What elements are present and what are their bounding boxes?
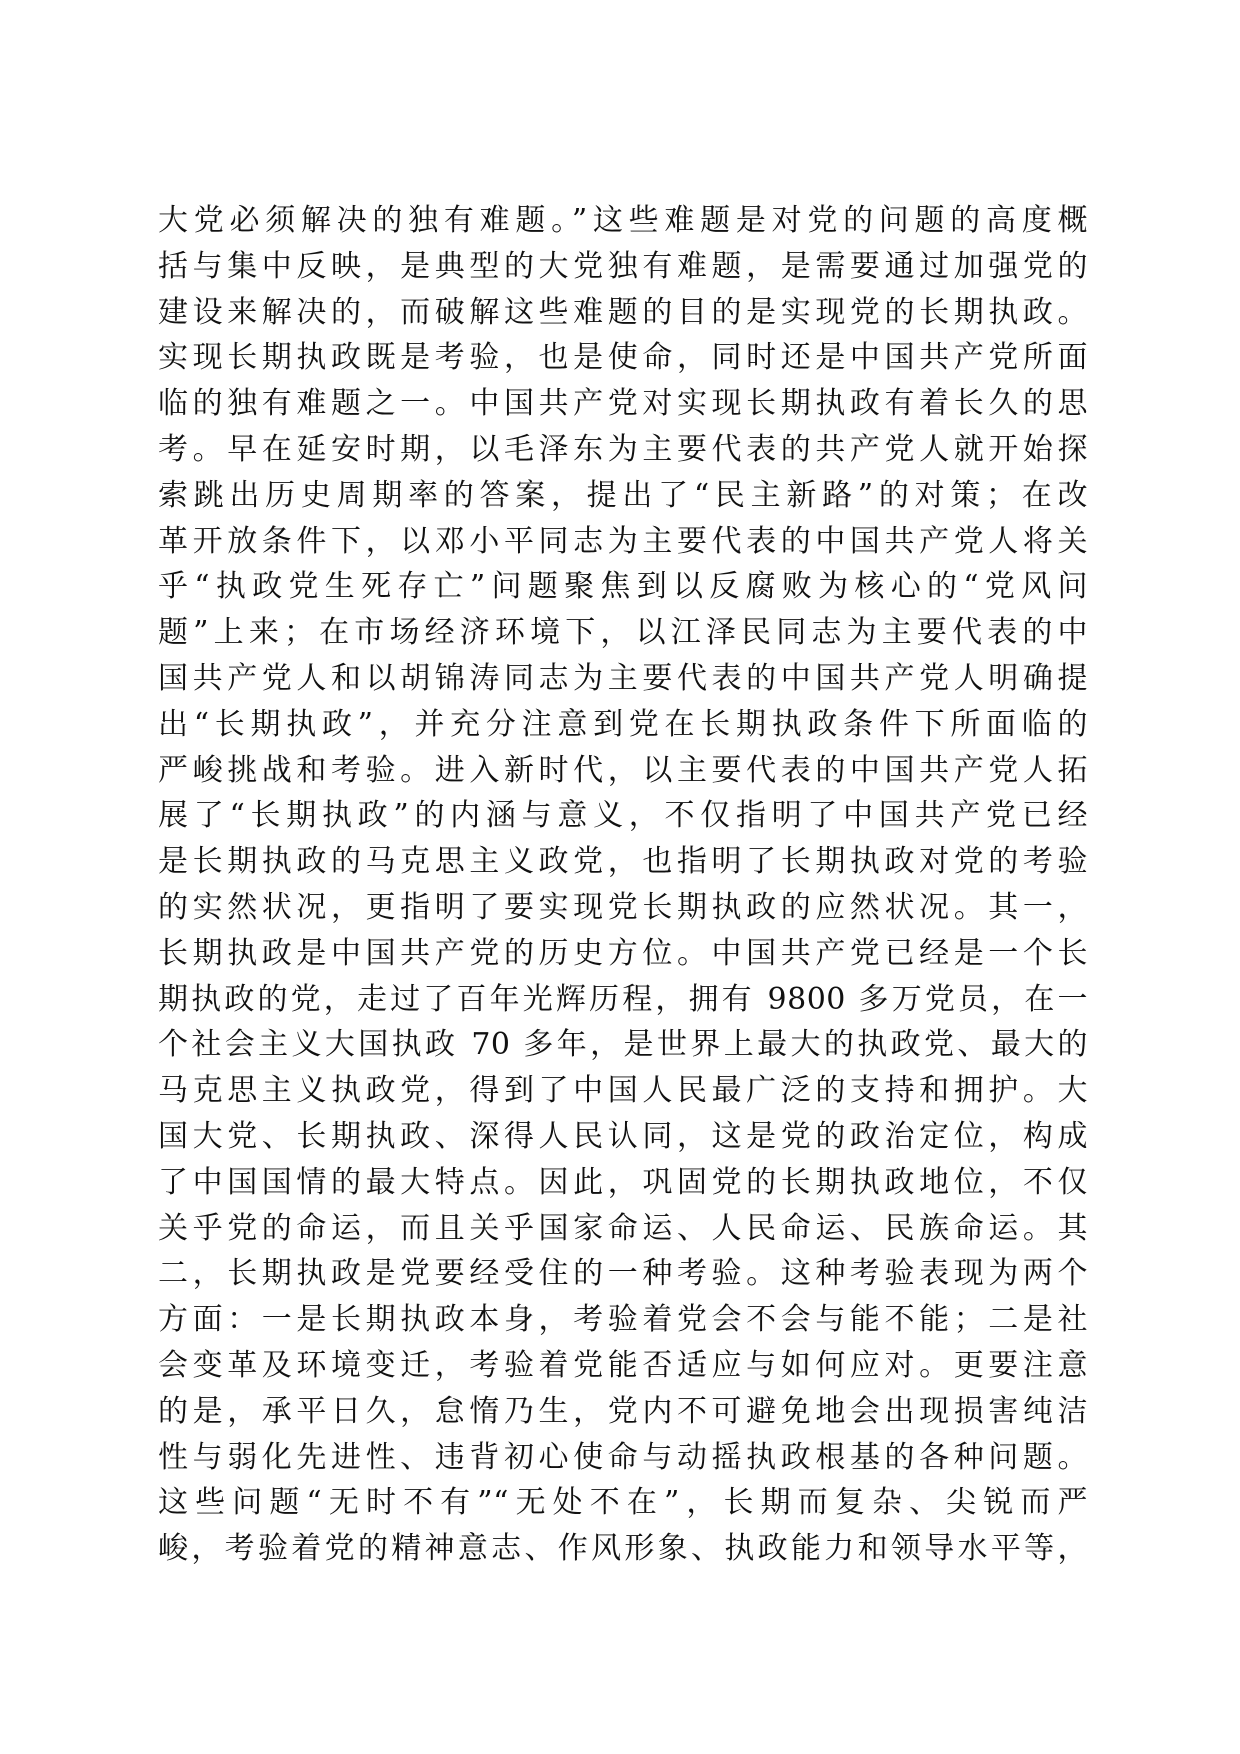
text-line: 题”上来；在市场经济环境下，以江泽民同志为主要代表的中 [158, 615, 1088, 651]
text-line: 临的独有难题之一。中国共产党对实现长期执政有着长久的思 [158, 386, 1088, 422]
text-line: 会变革及环境变迁，考验着党能否适应与如何应对。更要注意 [158, 1347, 1088, 1383]
text-line: 了中国国情的最大特点。因此，巩固党的长期执政地位，不仅 [158, 1164, 1088, 1200]
text-line: 索跳出历史周期率的答案，提出了“民主新路”的对策；在改 [158, 477, 1088, 513]
text-line: 二，长期执政是党要经受住的一种考验。这种考验表现为两个 [158, 1256, 1088, 1292]
text-line: 性与弱化先进性、违背初心使命与动摇执政根基的各种问题。 [158, 1439, 1088, 1475]
text-line: 展了“长期执政”的内涵与意义，不仅指明了中国共产党已经 [158, 798, 1088, 834]
text-line: 是长期执政的马克思主义政党，也指明了长期执政对党的考验 [158, 844, 1088, 880]
text-line: 革开放条件下，以邓小平同志为主要代表的中国共产党人将关 [158, 523, 1088, 559]
text-line: 的实然状况，更指明了要实现党长期执政的应然状况。其一， [158, 889, 1088, 925]
text-line: 建设来解决的，而破解这些难题的目的是实现党的长期执政。 [158, 294, 1088, 330]
text-line: 国共产党人和以胡锦涛同志为主要代表的中国共产党人明确提 [158, 660, 1088, 696]
text-line: 考。早在延安时期，以毛泽东为主要代表的共产党人就开始探 [158, 431, 1088, 467]
text-line: 严峻挑战和考验。进入新时代，以主要代表的中国共产党人拓 [158, 752, 1088, 788]
text-line: 个社会主义大国执政 70 多年，是世界上最大的执政党、最大的 [158, 1027, 1088, 1063]
text-line: 马克思主义执政党，得到了中国人民最广泛的支持和拥护。大 [158, 1073, 1088, 1109]
text-line: 峻，考验着党的精神意志、作风形象、执政能力和领导水平等， [158, 1531, 1088, 1567]
text-line: 的是，承平日久，怠惰乃生，党内不可避免地会出现损害纯洁 [158, 1393, 1088, 1429]
body-text [158, 198, 1088, 1572]
text-line: 这些问题“无时不有”“无处不在”，长期而复杂、尖锐而严 [158, 1485, 1088, 1521]
text-line: 大党必须解决的独有难题。”这些难题是对党的问题的高度概 [158, 203, 1088, 238]
text-line: 括与集中反映，是典型的大党独有难题，是需要通过加强党的 [158, 248, 1088, 284]
text-line: 关乎党的命运，而且关乎国家命运、人民命运、民族命运。其 [158, 1210, 1088, 1246]
text-line: 方面：一是长期执政本身，考验着党会不会与能不能；二是社 [158, 1302, 1088, 1338]
text-line: 乎“执政党生死存亡”问题聚焦到以反腐败为核心的“党风问 [158, 569, 1088, 605]
text-line: 国大党、长期执政、深得人民认同，这是党的政治定位，构成 [158, 1118, 1088, 1154]
text-line: 期执政的党，走过了百年光辉历程，拥有 9800 多万党员，在一 [158, 981, 1088, 1017]
text-line: 长期执政是中国共产党的历史方位。中国共产党已经是一个长 [158, 935, 1088, 971]
text-line: 实现长期执政既是考验，也是使命，同时还是中国共产党所面 [158, 340, 1088, 376]
text-line: 出“长期执政”，并充分注意到党在长期执政条件下所面临的 [158, 706, 1088, 742]
